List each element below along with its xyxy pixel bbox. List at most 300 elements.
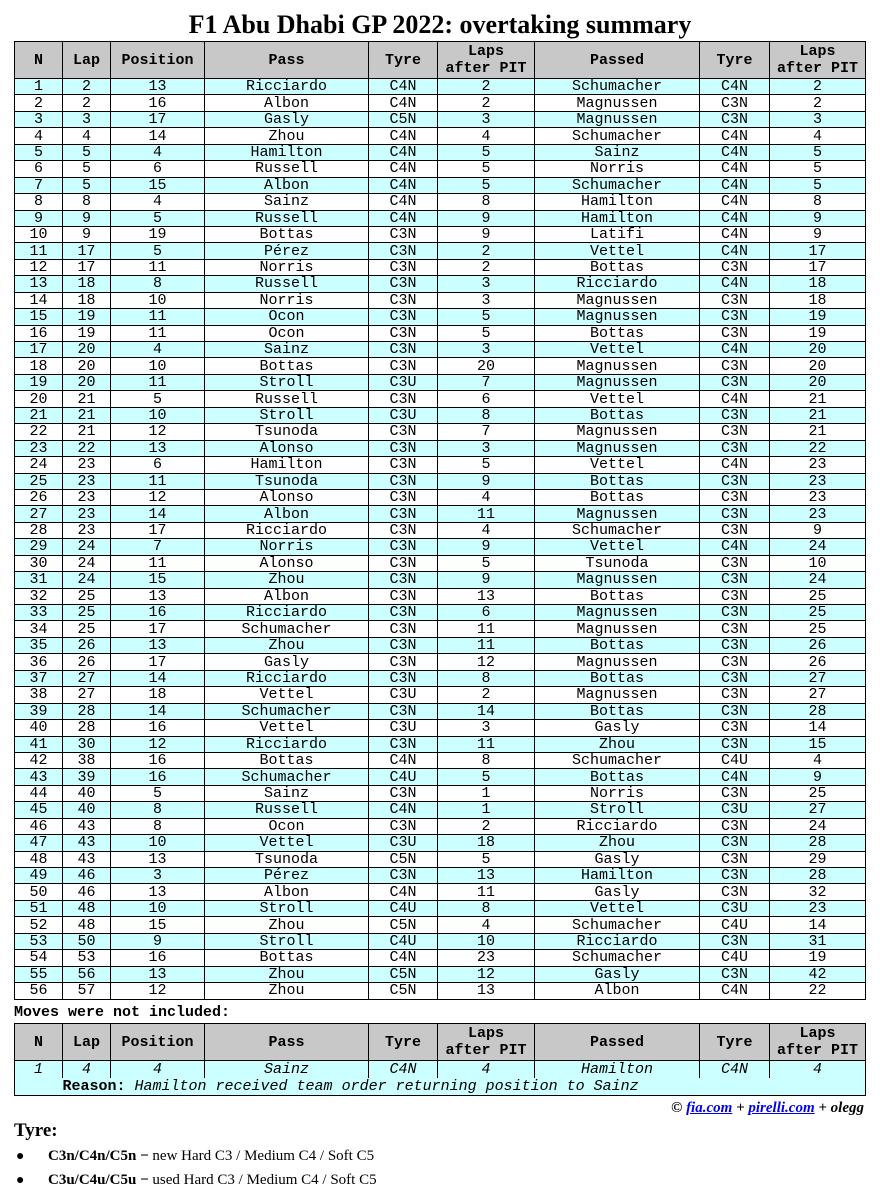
table-row [15, 473, 866, 489]
cell-position: 11 [111, 259, 205, 275]
cell-laps-after-pit-passed: 27 [770, 687, 866, 703]
cell-tyre-passed: C3N [700, 506, 770, 522]
cell-tyre: C3U [369, 720, 438, 736]
cell-position: 4 [111, 342, 205, 358]
cell-laps-after-pit: 5 [438, 457, 535, 473]
cell-tyre-passed: C4N [700, 276, 770, 292]
cell-tyre-passed: C4U [700, 917, 770, 933]
table-row [15, 851, 866, 867]
cell-passed: Latifi [535, 226, 700, 242]
cell-passed: Bottas [535, 473, 700, 489]
cell-passed: Magnussen [535, 95, 700, 111]
cell-n: 34 [15, 621, 63, 637]
cell-tyre: C5N [369, 983, 438, 999]
overtakes-table [14, 41, 866, 1000]
cell-tyre-passed: C3N [700, 621, 770, 637]
fia-link[interactable]: fia.com [686, 1100, 733, 1116]
cell-lap: 57 [63, 983, 111, 999]
table-row [15, 703, 866, 719]
table-row [15, 522, 866, 538]
cell-laps-after-pit-passed: 23 [770, 506, 866, 522]
cell-tyre: C4N [369, 161, 438, 177]
table-row [15, 785, 866, 801]
cell-tyre: C4N [369, 128, 438, 144]
cell-n: 45 [15, 802, 63, 818]
cell-pass: Bottas [205, 358, 369, 374]
cell-pass: Schumacher [205, 703, 369, 719]
cell-laps-after-pit-passed: 9 [770, 226, 866, 242]
cell-lap: 3 [63, 111, 111, 127]
excl-cell-passed: Hamilton [535, 1061, 700, 1079]
cell-tyre: C5N [369, 917, 438, 933]
cell-laps-after-pit-passed: 25 [770, 621, 866, 637]
cell-lap: 4 [63, 128, 111, 144]
table-row [15, 210, 866, 226]
cell-pass: Bottas [205, 226, 369, 242]
cell-n: 43 [15, 769, 63, 785]
cell-laps-after-pit: 9 [438, 210, 535, 226]
excluded-reason-row [15, 1078, 866, 1096]
credit-plus: + [732, 1100, 749, 1116]
cell-pass: Russell [205, 276, 369, 292]
cell-tyre-passed: C4N [700, 161, 770, 177]
cell-tyre-passed: C3N [700, 572, 770, 588]
cell-laps-after-pit: 3 [438, 292, 535, 308]
cell-laps-after-pit: 11 [438, 637, 535, 653]
cell-n: 32 [15, 588, 63, 604]
cell-pass: Stroll [205, 900, 369, 916]
cell-n: 26 [15, 489, 63, 505]
cell-tyre: C4N [369, 802, 438, 818]
cell-n: 9 [15, 210, 63, 226]
cell-n: 30 [15, 555, 63, 571]
cell-passed: Schumacher [535, 79, 700, 95]
cell-laps-after-pit-passed: 18 [770, 276, 866, 292]
cell-n: 36 [15, 654, 63, 670]
cell-n: 48 [15, 851, 63, 867]
cell-laps-after-pit: 6 [438, 391, 535, 407]
cell-laps-after-pit-passed: 42 [770, 966, 866, 982]
cell-laps-after-pit-passed: 8 [770, 194, 866, 210]
cell-laps-after-pit-passed: 25 [770, 785, 866, 801]
cell-n: 42 [15, 752, 63, 768]
cell-laps-after-pit-passed: 10 [770, 555, 866, 571]
cell-laps-after-pit: 8 [438, 194, 535, 210]
cell-tyre-passed: C3N [700, 670, 770, 686]
cell-laps-after-pit: 2 [438, 79, 535, 95]
cell-pass: Gasly [205, 654, 369, 670]
cell-passed: Ricciardo [535, 818, 700, 834]
cell-lap: 5 [63, 161, 111, 177]
cell-n: 27 [15, 506, 63, 522]
table-row [15, 752, 866, 768]
table-row [15, 259, 866, 275]
cell-n: 41 [15, 736, 63, 752]
cell-tyre-passed: C4N [700, 128, 770, 144]
col-pass: Pass [205, 42, 369, 79]
cell-lap: 20 [63, 342, 111, 358]
table-row [15, 144, 866, 160]
cell-laps-after-pit: 14 [438, 703, 535, 719]
cell-tyre: C3N [369, 391, 438, 407]
cell-position: 14 [111, 703, 205, 719]
cell-tyre-passed: C3N [700, 440, 770, 456]
cell-laps-after-pit-passed: 21 [770, 424, 866, 440]
cell-laps-after-pit: 13 [438, 983, 535, 999]
cell-n: 37 [15, 670, 63, 686]
col-laps-after-pit-passed-line1: Laps [799, 43, 836, 60]
cell-laps-after-pit-passed: 4 [770, 752, 866, 768]
table-row [15, 325, 866, 341]
cell-lap: 40 [63, 802, 111, 818]
cell-lap: 48 [63, 917, 111, 933]
cell-laps-after-pit: 8 [438, 670, 535, 686]
legend-code: C3u/C4u/C5u [48, 1172, 137, 1188]
excl-col-tyre-passed: Tyre [700, 1024, 770, 1061]
cell-n: 47 [15, 835, 63, 851]
cell-tyre-passed: C3N [700, 637, 770, 653]
col-position: Position [111, 42, 205, 79]
cell-position: 16 [111, 720, 205, 736]
cell-laps-after-pit-passed: 26 [770, 637, 866, 653]
cell-lap: 25 [63, 605, 111, 621]
cell-tyre: C3N [369, 522, 438, 538]
cell-pass: Albon [205, 95, 369, 111]
cell-lap: 28 [63, 720, 111, 736]
cell-laps-after-pit-passed: 24 [770, 572, 866, 588]
cell-laps-after-pit-passed: 28 [770, 835, 866, 851]
cell-tyre: C3U [369, 374, 438, 390]
cell-tyre-passed: C3N [700, 818, 770, 834]
cell-laps-after-pit-passed: 25 [770, 605, 866, 621]
cell-tyre: C3N [369, 309, 438, 325]
bullet-icon: ● [16, 1149, 25, 1164]
cell-n: 40 [15, 720, 63, 736]
cell-passed: Magnussen [535, 358, 700, 374]
cell-passed: Ricciardo [535, 933, 700, 949]
cell-passed: Bottas [535, 325, 700, 341]
cell-laps-after-pit-passed: 5 [770, 161, 866, 177]
cell-laps-after-pit-passed: 25 [770, 588, 866, 604]
cell-tyre-passed: C4N [700, 457, 770, 473]
cell-passed: Gasly [535, 851, 700, 867]
cell-pass: Sainz [205, 785, 369, 801]
cell-tyre: C4N [369, 144, 438, 160]
table-row [15, 226, 866, 242]
excl-cell-tyre-passed: C4N [700, 1061, 770, 1079]
cell-laps-after-pit-passed: 19 [770, 325, 866, 341]
cell-n: 52 [15, 917, 63, 933]
cell-lap: 25 [63, 621, 111, 637]
cell-tyre-passed: C4N [700, 144, 770, 160]
cell-tyre-passed: C4N [700, 983, 770, 999]
cell-laps-after-pit-passed: 27 [770, 802, 866, 818]
table-row [15, 900, 866, 916]
cell-position: 15 [111, 572, 205, 588]
cell-lap: 50 [63, 933, 111, 949]
cell-position: 8 [111, 818, 205, 834]
cell-laps-after-pit: 3 [438, 276, 535, 292]
cell-laps-after-pit: 7 [438, 374, 535, 390]
cell-tyre: C3N [369, 243, 438, 259]
cell-passed: Bottas [535, 637, 700, 653]
cell-laps-after-pit-passed: 28 [770, 868, 866, 884]
col-lap: Lap [63, 42, 111, 79]
table-row [15, 572, 866, 588]
cell-tyre: C3N [369, 621, 438, 637]
cell-passed: Vettel [535, 391, 700, 407]
cell-n: 56 [15, 983, 63, 999]
table-row [15, 835, 866, 851]
cell-pass: Ocon [205, 325, 369, 341]
cell-laps-after-pit: 9 [438, 539, 535, 555]
cell-passed: Albon [535, 983, 700, 999]
cell-laps-after-pit-passed: 23 [770, 489, 866, 505]
cell-position: 13 [111, 884, 205, 900]
table-row [15, 588, 866, 604]
cell-laps-after-pit: 1 [438, 785, 535, 801]
cell-position: 5 [111, 785, 205, 801]
cell-tyre: C4N [369, 79, 438, 95]
cell-pass: Russell [205, 210, 369, 226]
cell-n: 17 [15, 342, 63, 358]
cell-position: 13 [111, 851, 205, 867]
cell-pass: Norris [205, 292, 369, 308]
cell-passed: Bottas [535, 407, 700, 423]
col-laps-after-pit-line2: after PIT [445, 60, 527, 77]
excl-col-laps-after-pit [438, 1024, 535, 1061]
legend-item-used [16, 1168, 377, 1192]
cell-laps-after-pit-passed: 9 [770, 210, 866, 226]
cell-passed: Magnussen [535, 654, 700, 670]
cell-tyre-passed: C3N [700, 358, 770, 374]
cell-tyre-passed: C3N [700, 555, 770, 571]
cell-passed: Schumacher [535, 522, 700, 538]
cell-pass: Ricciardo [205, 522, 369, 538]
cell-tyre: C4N [369, 884, 438, 900]
cell-tyre-passed: C3N [700, 835, 770, 851]
cell-laps-after-pit: 4 [438, 489, 535, 505]
cell-tyre: C3N [369, 440, 438, 456]
cell-passed: Vettel [535, 342, 700, 358]
cell-pass: Alonso [205, 555, 369, 571]
cell-n: 5 [15, 144, 63, 160]
cell-lap: 46 [63, 868, 111, 884]
table-row [15, 506, 866, 522]
excl-reason-cell [63, 1078, 866, 1096]
cell-tyre-passed: C4U [700, 950, 770, 966]
cell-n: 11 [15, 243, 63, 259]
table-row [15, 868, 866, 884]
cell-tyre: C3N [369, 572, 438, 588]
table-row [15, 917, 866, 933]
legend-dash: − [136, 1172, 153, 1188]
cell-laps-after-pit: 3 [438, 342, 535, 358]
cell-n: 50 [15, 884, 63, 900]
cell-passed: Magnussen [535, 424, 700, 440]
cell-laps-after-pit: 13 [438, 588, 535, 604]
cell-laps-after-pit: 23 [438, 950, 535, 966]
pirelli-link[interactable]: pirelli.com [748, 1100, 815, 1116]
cell-pass: Ricciardo [205, 79, 369, 95]
cell-tyre: C3N [369, 457, 438, 473]
cell-tyre-passed: C4N [700, 342, 770, 358]
cell-laps-after-pit: 18 [438, 835, 535, 851]
cell-pass: Pérez [205, 868, 369, 884]
cell-tyre-passed: C3N [700, 703, 770, 719]
excluded-table [14, 1023, 866, 1096]
cell-lap: 26 [63, 654, 111, 670]
cell-laps-after-pit: 4 [438, 522, 535, 538]
table-row [15, 802, 866, 818]
cell-tyre-passed: C3U [700, 900, 770, 916]
cell-tyre: C3U [369, 835, 438, 851]
table-row [15, 933, 866, 949]
cell-n: 4 [15, 128, 63, 144]
cell-position: 11 [111, 555, 205, 571]
cell-tyre-passed: C3N [700, 522, 770, 538]
cell-pass: Norris [205, 539, 369, 555]
cell-n: 8 [15, 194, 63, 210]
cell-tyre-passed: C4N [700, 210, 770, 226]
cell-lap: 22 [63, 440, 111, 456]
cell-lap: 23 [63, 489, 111, 505]
cell-lap: 56 [63, 966, 111, 982]
cell-n: 15 [15, 309, 63, 325]
cell-laps-after-pit: 2 [438, 818, 535, 834]
cell-laps-after-pit-passed: 21 [770, 407, 866, 423]
cell-lap: 21 [63, 391, 111, 407]
cell-tyre: C4U [369, 769, 438, 785]
table-row [15, 128, 866, 144]
cell-lap: 30 [63, 736, 111, 752]
cell-tyre: C3U [369, 407, 438, 423]
cell-tyre-passed: C4N [700, 226, 770, 242]
cell-laps-after-pit-passed: 22 [770, 440, 866, 456]
legend-dash: − [136, 1148, 153, 1164]
cell-laps-after-pit-passed: 9 [770, 522, 866, 538]
table-row [15, 276, 866, 292]
bullet-icon: ● [16, 1173, 25, 1188]
cell-pass: Pérez [205, 243, 369, 259]
cell-tyre: C3N [369, 226, 438, 242]
excl-col-lap: Lap [63, 1024, 111, 1061]
cell-lap: 18 [63, 276, 111, 292]
cell-passed: Magnussen [535, 111, 700, 127]
cell-laps-after-pit: 12 [438, 654, 535, 670]
cell-tyre-passed: C3N [700, 473, 770, 489]
cell-pass: Ocon [205, 309, 369, 325]
cell-laps-after-pit-passed: 22 [770, 983, 866, 999]
cell-position: 16 [111, 605, 205, 621]
excl-cell-pass: Sainz [205, 1061, 369, 1079]
cell-passed: Bottas [535, 588, 700, 604]
cell-lap: 23 [63, 522, 111, 538]
cell-position: 10 [111, 358, 205, 374]
cell-n: 6 [15, 161, 63, 177]
cell-pass: Stroll [205, 933, 369, 949]
cell-tyre: C3N [369, 785, 438, 801]
cell-n: 39 [15, 703, 63, 719]
cell-tyre-passed: C3N [700, 654, 770, 670]
overtakes-body [15, 79, 866, 1000]
cell-pass: Norris [205, 259, 369, 275]
table-row [15, 177, 866, 193]
cell-tyre-passed: C3N [700, 374, 770, 390]
cell-pass: Russell [205, 802, 369, 818]
cell-laps-after-pit: 5 [438, 325, 535, 341]
cell-passed: Magnussen [535, 309, 700, 325]
cell-laps-after-pit: 5 [438, 309, 535, 325]
cell-laps-after-pit: 8 [438, 900, 535, 916]
table-row [15, 884, 866, 900]
cell-laps-after-pit: 9 [438, 226, 535, 242]
cell-pass: Tsunoda [205, 473, 369, 489]
table-row [15, 424, 866, 440]
cell-position: 6 [111, 457, 205, 473]
excl-cell-position: 4 [111, 1061, 205, 1079]
cell-laps-after-pit: 4 [438, 917, 535, 933]
table-row [15, 605, 866, 621]
cell-passed: Zhou [535, 835, 700, 851]
cell-position: 11 [111, 309, 205, 325]
cell-tyre-passed: C4N [700, 769, 770, 785]
cell-laps-after-pit: 5 [438, 144, 535, 160]
cell-tyre: C4N [369, 210, 438, 226]
cell-n: 51 [15, 900, 63, 916]
cell-pass: Hamilton [205, 144, 369, 160]
cell-passed: Magnussen [535, 605, 700, 621]
cell-laps-after-pit-passed: 17 [770, 243, 866, 259]
cell-lap: 27 [63, 670, 111, 686]
table-row [15, 818, 866, 834]
excl-cell-lap: 4 [63, 1061, 111, 1079]
cell-lap: 21 [63, 424, 111, 440]
table-row [15, 687, 866, 703]
cell-position: 17 [111, 522, 205, 538]
cell-pass: Ricciardo [205, 670, 369, 686]
cell-tyre-passed: C4N [700, 177, 770, 193]
cell-lap: 38 [63, 752, 111, 768]
cell-position: 3 [111, 868, 205, 884]
cell-lap: 43 [63, 851, 111, 867]
cell-passed: Gasly [535, 966, 700, 982]
cell-pass: Zhou [205, 966, 369, 982]
cell-tyre: C4N [369, 177, 438, 193]
cell-tyre: C3N [369, 506, 438, 522]
cell-position: 12 [111, 983, 205, 999]
cell-laps-after-pit: 9 [438, 572, 535, 588]
cell-passed: Tsunoda [535, 555, 700, 571]
cell-laps-after-pit: 12 [438, 966, 535, 982]
cell-position: 15 [111, 917, 205, 933]
cell-position: 4 [111, 194, 205, 210]
cell-passed: Magnussen [535, 292, 700, 308]
cell-passed: Bottas [535, 259, 700, 275]
cell-pass: Ricciardo [205, 605, 369, 621]
table-row [15, 95, 866, 111]
cell-position: 5 [111, 210, 205, 226]
excl-col-n: N [15, 1024, 63, 1061]
cell-laps-after-pit: 5 [438, 161, 535, 177]
cell-n: 22 [15, 424, 63, 440]
excl-cell-laps-after-pit: 4 [438, 1061, 535, 1079]
cell-n: 53 [15, 933, 63, 949]
cell-passed: Hamilton [535, 868, 700, 884]
cell-laps-after-pit-passed: 4 [770, 128, 866, 144]
cell-tyre-passed: C3N [700, 588, 770, 604]
cell-lap: 8 [63, 194, 111, 210]
